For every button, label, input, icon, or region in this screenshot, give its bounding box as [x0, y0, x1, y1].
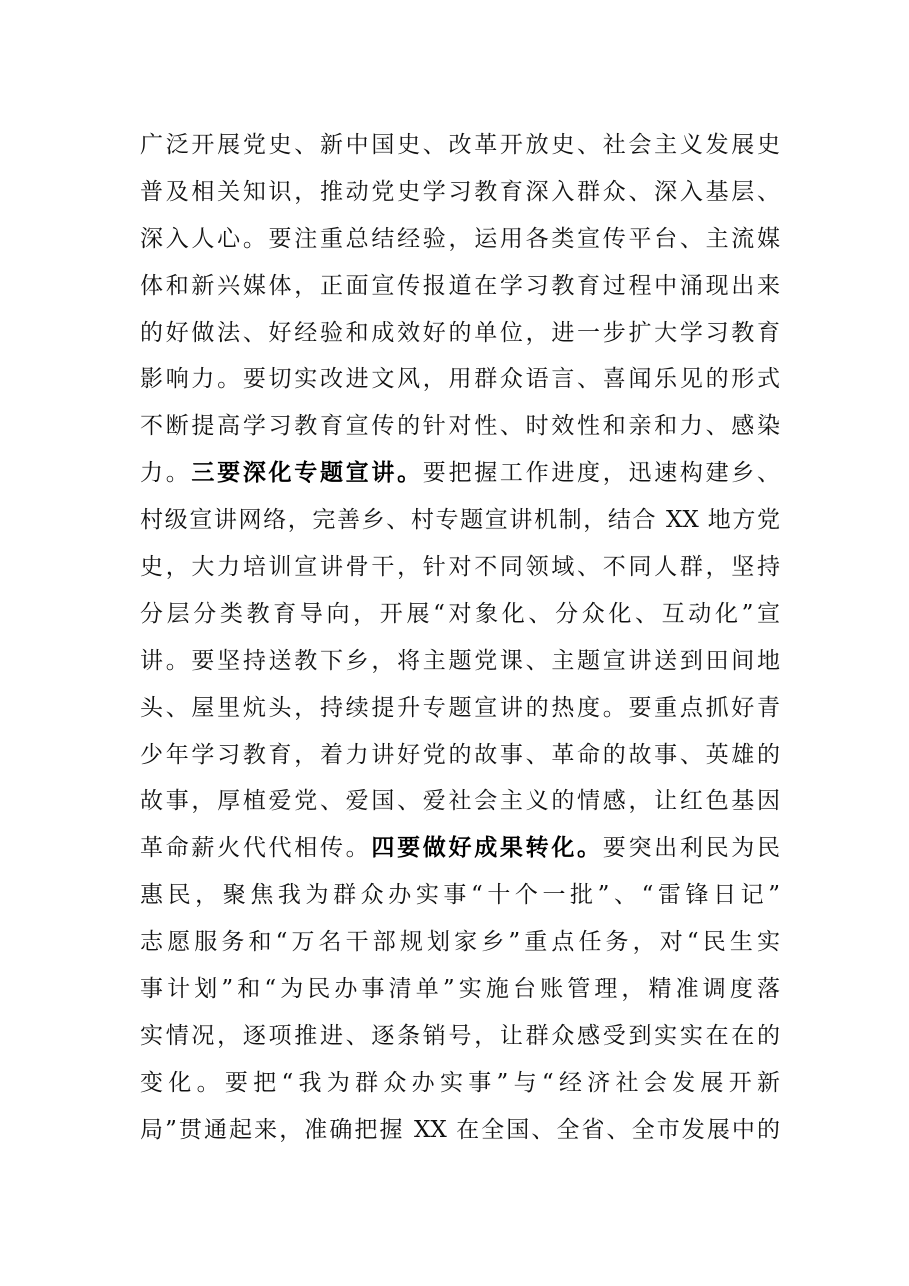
text-line [140, 591, 780, 638]
text-line [140, 216, 780, 263]
text-line [140, 169, 780, 216]
text-line [140, 450, 780, 497]
text-line [140, 825, 780, 872]
text-segment: 普及相关知识，推动党史学习教育深入群众、深入基层、 [140, 178, 780, 205]
text-segment: 故事，厚植爱党、爱国、爱社会主义的情感，让红色基因 [140, 788, 780, 815]
text-line [140, 263, 780, 310]
text-line [140, 919, 780, 966]
text-segment: 体和新兴媒体，正面宣传报道在学习教育过程中涌现出来 [140, 272, 780, 299]
text-line [140, 544, 780, 591]
text-line [140, 966, 780, 1013]
text-line [140, 778, 780, 825]
text-line [140, 310, 780, 357]
text-line [140, 356, 780, 403]
text-segment: 分层分类教育导向，开展“对象化、分众化、互动化”宣 [140, 600, 780, 627]
text-segment: 村级宣讲网络，完善乡、村专题宣讲机制，结合 XX 地方党 [140, 507, 780, 534]
text-segment: 深入人心。要注重总结经验，运用各类宣传平台、主流媒 [140, 225, 780, 252]
bold-heading-phrase: 四要做好成果转化。 [371, 835, 603, 862]
text-line [140, 1060, 780, 1107]
text-segment: 史，大力培训宣讲骨干，针对不同领域、不同人群，坚持 [140, 554, 780, 581]
text-segment: 影响力。要切实改进文风，用群众语言、喜闻乐见的形式 [140, 366, 780, 393]
text-line [140, 497, 780, 544]
text-line [140, 1107, 780, 1154]
text-line [140, 1013, 780, 1060]
text-segment: 广泛开展党史、新中国史、改革开放史、社会主义发展史 [140, 132, 780, 158]
text-segment: 惠民，聚焦我为群众办实事“十个一批”、“雷锋日记” [140, 882, 780, 909]
text-segment: 事计划”和“为民办事清单”实施台账管理，精准调度落 [140, 976, 780, 1003]
body-text [140, 122, 780, 1154]
text-segment: 的好做法、好经验和成效好的单位，进一步扩大学习教育 [140, 319, 780, 346]
text-segment: 力。 [140, 460, 192, 487]
text-segment: 要突出利民为民 [602, 835, 781, 862]
text-segment: 变化。要把“我为群众办实事”与“经济社会发展开新 [140, 1069, 780, 1096]
text-segment: 讲。要坚持送教下乡，将主题党课、主题宣讲送到田间地 [140, 647, 780, 674]
text-line [140, 732, 780, 779]
text-segment: 革命薪火代代相传。 [140, 835, 372, 862]
text-segment: 不断提高学习教育宣传的针对性、时效性和亲和力、感染 [140, 413, 780, 440]
text-segment: 志愿服务和“万名干部规划家乡”重点任务，对“民生实 [140, 929, 780, 956]
bold-heading-phrase: 三要深化专题宣讲。 [191, 460, 423, 487]
text-segment: 局”贯通起来，准确把握 XX 在全国、全省、全市发展中的 [140, 1116, 780, 1143]
text-segment: 实情况，逐项推进、逐条销号，让群众感受到实实在在的 [140, 1022, 780, 1049]
text-line [140, 403, 780, 450]
text-segment: 少年学习教育，着力讲好党的故事、革命的故事、英雄的 [140, 741, 780, 768]
text-line [140, 685, 780, 732]
text-line [140, 122, 780, 169]
text-line [140, 872, 780, 919]
text-segment: 头、屋里炕头，持续提升专题宣讲的热度。要重点抓好青 [140, 694, 780, 721]
text-segment: 要把握工作进度，迅速构建乡、 [422, 460, 781, 487]
text-line [140, 638, 780, 685]
